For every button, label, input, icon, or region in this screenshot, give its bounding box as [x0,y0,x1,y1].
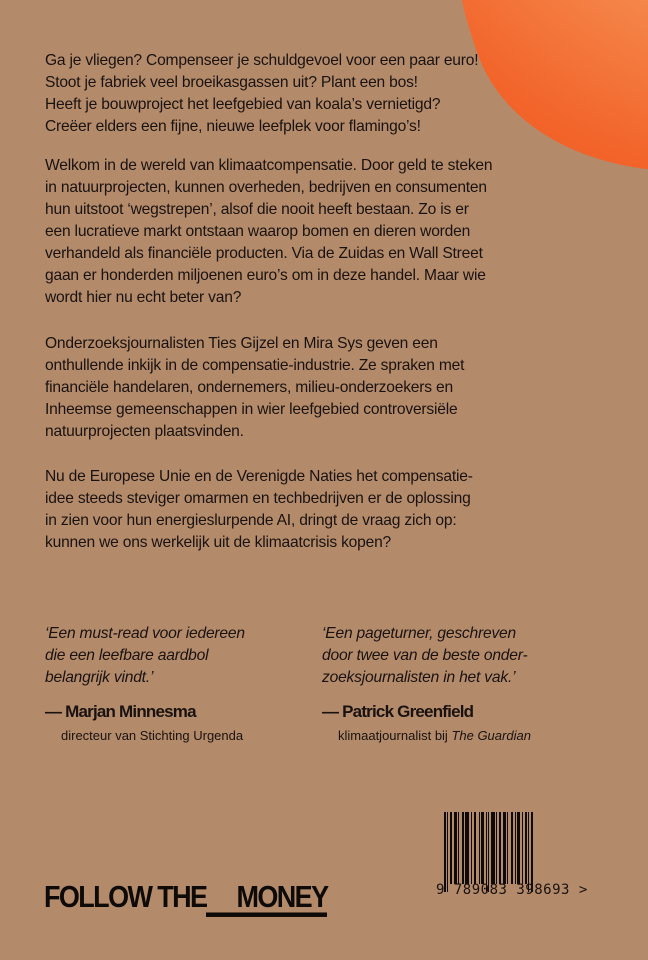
text-line: wordt hier nu echt beter van? [45,289,242,306]
quote-author: — Marjan Minnesma [45,702,196,721]
text-line: gaan er honderden miljoenen euro’s om in deze handel. Maar wie [45,267,486,284]
isbn-number: 9 789083 398693 > [436,882,588,898]
text-line: natuurprojecten plaatsvinden. [45,423,244,440]
text-line: in zien voor hun energieslurpende AI, dringt de vraag zich op: [45,512,457,529]
text-line: verhandeld als financiële producten. Via de Zuidas en Wall Street [45,245,483,262]
quote-line: zoeksjournalisten in het vak.’ [322,669,516,686]
text-line: Stoot je fabriek veel broeikasgassen uit? Plant een bos! [45,74,418,91]
isbn-barcode [436,812,588,912]
quote-line: die een leefbare aardbol [45,647,209,664]
body-paragraph-question [45,466,605,554]
quote-line: ‘Een pageturner, geschreven [322,625,516,642]
body-paragraph-welcome [45,155,605,309]
role-publication: The Guardian [451,728,531,743]
quote-author-role [61,727,315,745]
logo-text-money: MONEY [206,881,327,917]
text-line: Onderzoeksjournalisten Ties Gijzel en Mira Sys geven een [45,335,438,352]
text-line: een lucratieve markt ontstaan waarop bomen en dieren worden [45,223,471,240]
text-line: Heeft je bouwproject het leefgebied van koala’s vernietigd? [45,96,441,113]
blurb-quote-minnesma [45,623,315,745]
text-line: financiële handelaren, ondernemers, milieu-onderzoekers en [45,379,453,396]
text-line: Welkom in de wereld van klimaatcompensatie. Door geld te steken [45,157,493,174]
intro-paragraph [45,50,605,138]
barcode-bars [444,812,574,892]
text-line: Nu de Europese Unie en de Verenigde Naties het compensatie- [45,468,473,485]
quote-author: — Patrick Greenfield [322,702,474,721]
text-line: hun uitstoot ‘wegstrepen’, alsof die nooit heeft bestaan. Zo is er [45,201,469,218]
quote-author-role [338,727,592,745]
body-paragraph-authors [45,333,605,443]
text-line: onthullende inkijk in de compensatie-industrie. Ze spraken met [45,357,465,374]
quote-line: door twee van de beste onder- [322,647,528,664]
quote-text [322,623,592,689]
text-line: kunnen we ons werkelijk uit de klimaatcrisis kopen? [45,534,392,551]
publisher-logo-follow-the-money [44,880,327,917]
role-text: directeur van Stichting Urgenda [61,728,244,743]
quote-text [45,623,315,689]
logo-text-follow-the: FOLLOW THE [44,880,207,914]
text-line: Creëer elders een fijne, nieuwe leefplek voor flamingo’s! [45,118,421,135]
text-line: in natuurprojecten, kunnen overheden, bedrijven en consumenten [45,179,487,196]
text-line: Ga je vliegen? Compenseer je schuldgevoel voor een paar euro! [45,52,479,69]
quote-line: belangrijk vindt.’ [45,669,154,686]
role-text: klimaatjournalist bij [338,728,452,743]
blurb-quote-greenfield [322,623,592,745]
quote-line: ‘Een must-read voor iedereen [45,625,245,642]
text-line: Inheemse gemeenschappen in wier leefgebied controversiële [45,401,458,418]
text-line: idee steeds steviger omarmen en techbedrijven er de oplossing [45,490,471,507]
